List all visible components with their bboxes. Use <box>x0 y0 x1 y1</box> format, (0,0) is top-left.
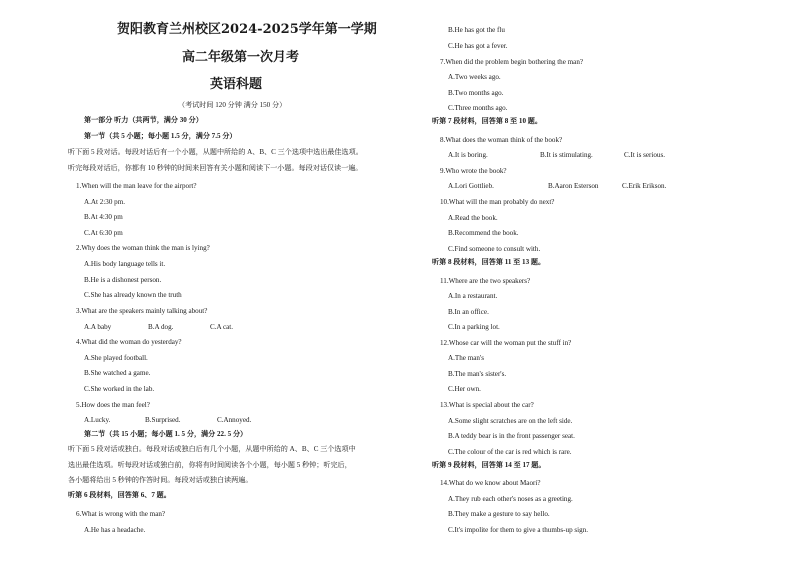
option-b: B.Two months ago. <box>448 89 504 97</box>
question-stem: 9.Who wrote the book? <box>440 167 507 175</box>
option-c: C.Find someone to consult with. <box>448 245 541 253</box>
option-c: C.Her own. <box>448 385 481 393</box>
option-c: C.She has already known the truth <box>84 291 182 299</box>
option-a: A.In a restaurant. <box>448 292 498 300</box>
question-stem: 13.What is special about the car? <box>440 401 534 409</box>
option-a: A.Lucky. <box>84 416 111 424</box>
option-b: B.Aaron Esterson <box>548 182 599 190</box>
question-stem: 1.When will the man leave for the airport? <box>76 182 197 190</box>
option-a: A.Read the book. <box>448 214 498 222</box>
option-c: C.In a parking lot. <box>448 323 500 331</box>
option-b: B.She watched a game. <box>84 369 151 377</box>
option-c: C.A cat. <box>210 323 234 331</box>
listening-prompt: 听第 8 段材料，回答第 11 至 13 题。 <box>432 258 546 266</box>
option-a: A.She played football. <box>84 354 148 362</box>
option-a: A.Some slight scratches are on the left side. <box>448 417 573 425</box>
option-b: B.A teddy bear is in the front passenger seat. <box>448 432 575 440</box>
option-c: C.The colour of the car is red which is rare. <box>448 448 572 456</box>
option-c: C.Annoyed. <box>217 416 252 424</box>
question-stem: 11.Where are the two speakers? <box>440 277 531 285</box>
option-c: C.Three months ago. <box>448 104 508 112</box>
option-a: A.It is boring. <box>448 151 488 159</box>
option-c: C.He has got a fever. <box>448 42 508 50</box>
listening-prompt: 听第 6 段材料，回答第 6、7 题。 <box>68 491 171 499</box>
listening-prompt: 听第 9 段材料，回答第 14 至 17 题。 <box>432 461 546 469</box>
option-b: B.Recommend the book. <box>448 229 519 237</box>
section2-instruction: 各小题将给出 5 秒钟的作答时间。每段对话或独白读两遍。 <box>68 476 253 484</box>
option-b: B.A dog. <box>148 323 174 331</box>
option-a: A.His body language tells it. <box>84 260 166 268</box>
option-b: B.Surprised. <box>145 416 181 424</box>
question-stem: 8.What does the woman think of the book? <box>440 136 563 144</box>
question-stem: 5.How does the man feel? <box>76 401 150 409</box>
option-b: B.The man's sister's. <box>448 370 507 378</box>
option-c: C.At 6:30 pm <box>84 229 123 237</box>
option-a: A.Lori Gottlieb. <box>448 182 494 190</box>
section1-instruction: 听完每段对话后，你都有 10 秒钟的时间来回答有关小题和阅读下一小题。每段对话仅读一遍。 <box>68 164 363 172</box>
option-a: A.A baby <box>84 323 112 331</box>
option-a: A.The man's <box>448 354 484 362</box>
section1-heading: 第一节（共 5 小题；每小题 1.5 分，满分 7.5 分） <box>84 132 237 140</box>
option-a: A.Two weeks ago. <box>448 73 501 81</box>
option-b: B.At 4:30 pm <box>84 213 123 221</box>
section2-instruction: 听下面 5 段对话或独白。每段对话或独白后有几个小题，从题中所给的 A、B、C 三个选项中 <box>68 445 356 453</box>
listening-prompt: 听第 7 段材料，回答第 8 至 10 题。 <box>432 117 542 125</box>
exam-info: （考试时间 120 分钟 满分 150 分） <box>178 101 287 109</box>
option-c: C.Erik Erikson. <box>622 182 667 190</box>
question-stem: 12.Whose car will the woman put the stuff in? <box>440 339 572 347</box>
option-b: B.It is stimulating. <box>540 151 593 159</box>
question-stem: 10.What will the man probably do next? <box>440 198 555 206</box>
question-stem: 14.What do we know about Maori? <box>440 479 541 487</box>
option-b: B.He is a dishonest person. <box>84 276 162 284</box>
right-column <box>428 0 794 562</box>
section2-heading: 第二节（共 15 小题；每小题 1. 5 分，满分 22. 5 分） <box>84 430 248 438</box>
part1-heading: 第一部分 听力（共两节，满分 30 分） <box>84 116 203 124</box>
exam-subject: 英语科题 <box>210 77 263 92</box>
question-stem: 6.What is wrong with the man? <box>76 510 166 518</box>
option-c: C.It is serious. <box>624 151 665 159</box>
question-stem: 2.Why does the woman think the man is lying? <box>76 244 210 252</box>
section2-instruction: 选出最佳选项。听每段对话或独白前，你将有时间阅读各个小题，每小题 5 秒钟；听完后， <box>68 461 352 469</box>
section1-instruction: 听下面 5 段对话。每段对话后有一个小题，从题中所给的 A、B、C 三个选项中选出最佳选项。 <box>68 148 363 156</box>
question-stem: 7.When did the problem begin bothering the man? <box>440 58 584 66</box>
question-stem: 3.What are the speakers mainly talking about? <box>76 307 208 315</box>
option-b: B.In an office. <box>448 308 489 316</box>
option-a: A.He has a headache. <box>84 526 146 534</box>
option-a: A.They rub each other's noses as a greeting. <box>448 495 573 503</box>
option-b: B.He has got the flu <box>448 26 505 34</box>
exam-title: 贺阳教育兰州校区2024-2025学年第一学期 <box>117 22 377 37</box>
option-b: B.They make a gesture to say hello. <box>448 510 550 518</box>
option-c: C.It's impolite for them to give a thumbs-up sign. <box>448 526 588 534</box>
option-a: A.At 2:30 pm. <box>84 198 125 206</box>
question-stem: 4.What did the woman do yesterday? <box>76 338 182 346</box>
exam-subtitle: 高二年级第一次月考 <box>182 50 300 65</box>
option-c: C.She worked in the lab. <box>84 385 155 393</box>
